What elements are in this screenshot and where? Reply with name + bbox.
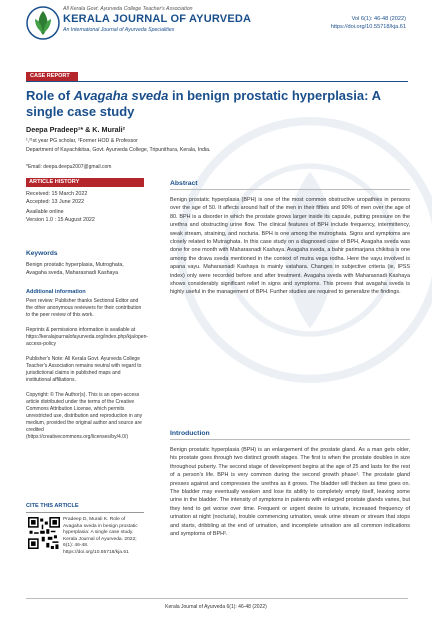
qr-code-icon[interactable] [28,517,60,549]
footer-divider [26,598,408,599]
authors: Deepa Pradeep¹* & K. Murali² [26,125,126,134]
title-pre: Role of [26,88,74,103]
peer-review-note: Peer review: Publisher thanks Sectional Editor and the other anonymous reviewers for their contribution to the peer review of this work. [26,298,142,319]
volume-info [331,15,406,31]
article-history-heading: ARTICLE HISTORY [26,178,144,187]
cite-divider [26,512,144,513]
available-online-label: Available online [26,209,64,216]
volume-label: Vol 6(1): 46-48 (2022) [351,16,406,22]
citation-text: Pradeep D, Murali K. Role of Avagaha sveda in benign prostatic hyperplasia: A single case study. Kerala Journal of Ayurveda. 2022; 6(1): 46-48. https://doi.org/10.55718/kja.61 [63,517,138,555]
keywords-heading: Keywords [26,250,58,258]
article-title [26,88,406,120]
abstract-heading: Abstract [170,180,410,190]
cite-heading: CITE THIS ARTICLE [26,503,79,509]
additional-info-heading: Additional information [26,289,86,296]
header-divider [26,81,408,82]
association-name: All Kerala Govt. Ayurveda College Teacher's Association [63,6,193,12]
page-footer: Kerala Journal of Ayurveda 6(1): 46-48 (2022) [165,604,267,610]
abstract-section [170,180,410,297]
journal-title: KERALA JOURNAL OF AYURVEDA [63,13,252,25]
journal-logo-icon [26,5,60,41]
affiliation-roles: ¹,²¹st year PG scholar, ²Former HOD & Professor [26,138,138,144]
sidebar-column [26,178,149,441]
keywords-text: Benign prostatic hyperplasia, Mutroghata, Avagaha sveda, Maharasnadi Kashaya [26,262,124,276]
title-post: in benign prostatic hyperplasia: A single case study [26,88,381,119]
article-history [26,191,144,224]
affiliation-department: Department of Kayachikitsa, Govt. Ayurveda College, Tripunithura, Kerala, India. [26,147,211,153]
journal-header [0,0,432,66]
introduction-section [170,430,410,538]
title-italic: Avagaha sveda [73,88,169,103]
copyright-note: Copyright: © The Author(s). This is an open-access article distributed under the terms of the Creative Commons Attribution License, which permits unrestricted use, distribution and reproduction in any medium, provided the original author and source are credited (https://creativecommons.org/licenses/by/4.0/) [26,392,143,441]
doi-link[interactable]: https://doi.org/10.55718/kja.61 [330,24,406,30]
accepted-date: Accepted: 13 June 2022 [26,198,85,205]
corresponding-email[interactable]: *Email: deepa.deepu2007@gmail.com [26,164,112,170]
journal-subtitle: An International Journal of Ayurveda Specialities [63,27,175,33]
introduction-text: Benign prostatic hyperplasia (BPH) is an enlargement of the prostate gland. As a man gets older, his prostate goes through two distinct growth stages. The first is when the prostate doubles in size throughout puberty. The second stage of development begins at the age of 25 and lasts for the rest of a person's life. BPH is very common during the second growth phase¹. The prostate gland presses against and compresses the urethra as it grows. The bladder will thicken as time goes on. The bladder may eventually weaken and lose its ability to completely empty itself, leaving some urine in the bladder. The intensity of symptoms in patients with enlarged prostate glands varies, but they tend to get worse over time. Frequent or urgent desire to urinate, increased frequency of urination at night (nocturia), trouble commencing urination, weak urine stream or stream that stops and starts, dribbling at the end of urination, and incomplete urination are all common indications and symptoms of BPH². [170,447,410,538]
introduction-heading: Introduction [170,430,410,440]
version-date: Version 1.0 : 15 August 2022 [26,216,95,223]
article-type-badge: CASE REPORT [26,72,78,81]
publisher-note: Publisher's Note: All Kerala Govt. Ayurveda College Teacher's Association remains neutral with regard to jurisdictional claims in published maps and institutional affiliations. [26,356,142,384]
received-date: Received: 15 March 2022 [26,191,88,197]
reprints-note: Reprints & permissions information is available at https://keralajournalofayurveda.org/index.php/kja/open-access-policy [26,327,149,348]
abstract-text: Benign prostatic hyperplasia (BPH) is one of the most common obstructive uropathies in persons over the age of 50. It affects around half of the men in their fifties and 90% of men over the age of 80. BPH is a disorder in which the prostate grows larger inside its capsule, putting pressure on the urethra and obstructing urine flow. The clinical features of BPH include frequency, intermittency, weak stream, straining, and nocturia. BPH is one among the mutroghata. Signs and symptoms are closely related to Mutraghata. In this case study on a diagnosed case of BPH, Avagaha sveda was done for one month with Maharasnadi Kashaya. Avagaha sveda, a bahir parimarjana chikitsa is one among the drava sveda mentioned in the context of mutra vega rodha. Here the vayu involved is apana vayu. Maharasnadi Kashaya is mainly vatahara. Changes in subjective criteria (ie, IPSS index) only were recorded before and after treatment. Avagaha sveda with Maharasnadi Kashaya shows considerably significant relief in signs and symptoms. This proves that avagaha sveda is highly useful in the management of BPH. Further studies are required to generalize the findings. [170,197,410,296]
